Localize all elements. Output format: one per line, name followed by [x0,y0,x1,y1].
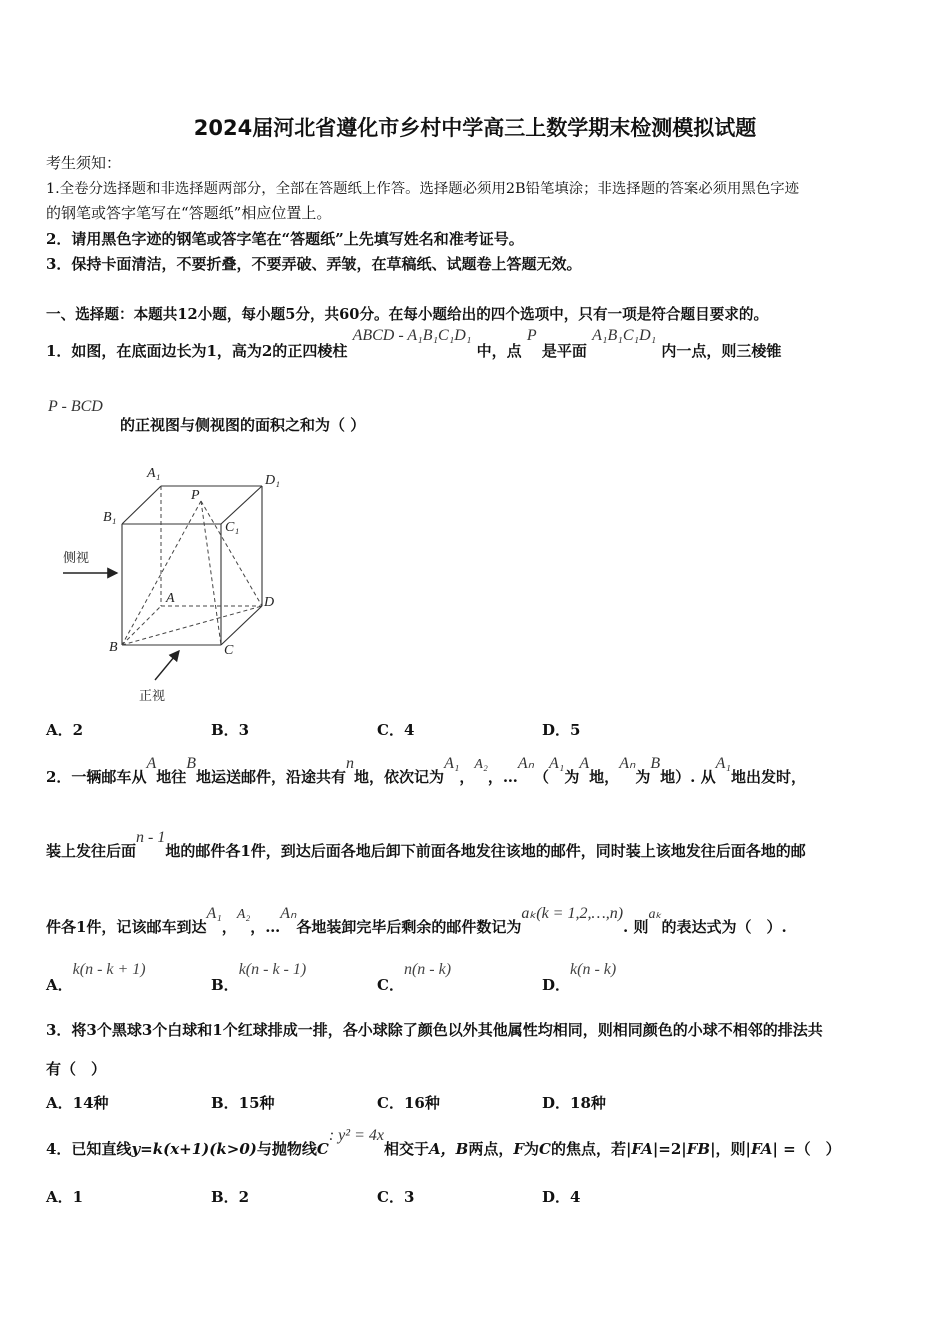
q2-text-13: 件各1件，记该邮车到达 [46,918,207,936]
label-c1: C₁ [225,520,240,535]
q2-text-16: 的表达式为（ ）. [661,918,787,936]
prism-figure [55,455,305,710]
label-a: A [166,591,175,606]
q2-dots-2: ，… [250,918,281,936]
q2-math-a2: A₂ [474,757,488,772]
q1-math-plane: A₁B₁C₁D₁ [592,327,657,344]
q4-fa-2: FA [751,1140,773,1158]
q2-math-an: Aₙ [517,755,535,772]
q4-text-5: 为 [523,1140,539,1158]
q1-math-p: P [526,327,537,344]
q2-math-b-b: B [650,755,661,772]
q2-option-c-label: C． [377,976,404,994]
q1-text-1: 1．如图，在底面边长为1，高为2的正四棱柱 [46,342,348,360]
q4-focus-f: F [513,1140,524,1158]
question-3-line-2: 有（ ） [46,1060,107,1078]
q2-math-a: A [146,755,157,772]
label-d: D [264,595,275,610]
q2-text-12: 地的邮件各1件，到达后面各地后卸下前面各地发往该地的邮件，同时装上该地发往后面各地的邮 [165,842,806,860]
q2-option-a[interactable] [46,958,146,994]
q2-text-8: 为 [635,768,651,786]
q2-option-d-expr: k(n - k) [570,961,617,978]
q1-text-3: 是平面 [541,342,587,360]
question-1-line-1 [46,326,781,366]
q2-math-a2b: A₂ [236,907,251,922]
q2-text-4: 地，依次记为 [354,768,445,786]
q4-text-4: 两点， [468,1140,514,1158]
q2-comma-2: ， [221,918,237,936]
q4-text-1: 4．已知直线 [46,1140,132,1158]
q1-math-pyramid: P - BCD [48,398,103,415]
q3-option-a[interactable]: A．14种 [46,1094,109,1112]
q2-math-a-b: A [579,755,590,772]
question-4-line-1 [46,1124,841,1158]
label-b: B [109,640,118,655]
notice-heading: 考生须知： [46,154,122,172]
q1-text-4: 内一点，则三棱锥 [661,342,782,360]
q4-points-ab: A，B [428,1140,469,1158]
q2-option-b-expr: k(n - k - 1) [238,961,307,978]
q1-option-a[interactable]: A．2 [46,721,84,739]
q4-text-2: 与抛物线 [256,1140,317,1158]
q2-math-ak-def: aₖ(k = 1,2,…,n) [521,905,624,922]
q4-text-9: | =（ ） [772,1140,841,1158]
label-b1: B₁ [103,510,117,525]
edge-c-d [221,606,262,645]
q2-math-n: n [346,755,355,772]
q2-text-6: 为 [564,768,580,786]
question-2-line-2 [46,826,806,860]
notice-line-1a: 1.全卷分选择题和非选择题两部分，全部在答题纸上作答。选择题必须用2B铅笔填涂；非选择题的答案必须用黑色字迹 [46,181,799,197]
question-2-line-3 [46,902,787,936]
q4-option-b[interactable]: B．2 [211,1188,250,1206]
question-2-line-1 [46,752,806,786]
label-side-view: 侧视 [63,551,90,566]
q4-fa: FA [631,1140,653,1158]
q2-text-10: 地出发时， [730,768,806,786]
q4-curve-c: C [316,1140,329,1158]
q4-math-parabola: : y² = 4x [328,1127,384,1144]
q4-text-3: 相交于 [383,1140,429,1158]
q1-text-5: 的正视图与侧视图的面积之和为（ ） [120,416,366,434]
q2-math-an-c: Aₙ [280,905,297,922]
q4-option-d[interactable]: D．4 [542,1188,581,1206]
edge-b1-a1 [122,486,161,524]
q2-option-d[interactable] [542,958,617,994]
q2-text-1: 2．一辆邮车从 [46,768,147,786]
q2-math-n-minus-1: n - 1 [136,829,166,846]
question-3-line-1: 3．将3个黑球3个白球和1个红球排成一排，各小球除了颜色以外其他属性均相同，则相同颜色的小球不相邻的排法共 [46,1021,823,1039]
q3-option-b[interactable]: B．15种 [211,1094,275,1112]
q2-math-a1d: A₁ [206,905,222,922]
page-title: 2024届河北省遵化市乡村中学高三上数学期末检测模拟试题 [193,116,757,140]
section-heading: 一、选择题：本题共12小题，每小题5分，共60分。在每小题给出的四个选项中，只有一项是符合题目要求的。 [46,306,769,323]
label-p: P [191,488,200,503]
q3-option-d[interactable]: D．18种 [542,1094,606,1112]
q1-option-d[interactable]: D．5 [542,721,581,739]
q2-option-a-expr: k(n - k + 1) [72,961,146,978]
q4-fb: FB [686,1140,711,1158]
notice-line-1b: 的钢笔或答字笔写在“答题纸”相应位置上。 [46,204,332,222]
q2-text-5: （ [534,768,550,786]
q2-math-a1b: A₁ [549,755,565,772]
q4-text-8: |，则| [710,1140,752,1158]
q2-text-7: 地， [589,768,620,786]
q2-option-c-expr: n(n - k) [403,961,452,978]
q2-math-b: B [186,755,197,772]
q2-text-14: 各地装卸完毕后剩余的邮件数记为 [296,918,522,936]
edge-c1-d1 [221,486,262,524]
q2-dots: ，… [487,768,518,786]
q1-option-b[interactable]: B．3 [211,721,250,739]
q4-curve-c-2: C [539,1140,551,1158]
front-view-arrow [155,651,179,680]
q4-option-c[interactable]: C．3 [377,1188,415,1206]
q2-text-11: 装上发往后面 [46,842,137,860]
q2-math-an-b: Aₙ [619,755,636,772]
q1-option-c[interactable]: C．4 [377,721,415,739]
q2-text-9: 地）. 从 [660,768,716,786]
q4-line-eq: y=k(x+1)(k>0) [131,1140,257,1158]
label-front-view: 正视 [139,689,166,704]
q2-comma: ， [459,768,475,786]
edge-b-a-hidden [122,606,161,645]
q2-option-b[interactable] [211,958,307,994]
q2-text-2: 地往 [156,768,187,786]
q1-text-2: 中，点 [476,342,522,360]
q4-text-7: |=2| [652,1140,687,1158]
q2-text-15: . 则 [623,918,649,936]
q4-text-6: 的焦点，若| [550,1140,632,1158]
label-d1: D₁ [265,473,280,488]
edge-p-d-hidden [201,501,262,606]
q1-math-prism: ABCD - A₁B₁C₁D₁ [352,327,472,344]
notice-line-2: 2．请用黑色字迹的钢笔或答字笔在“答题纸”上先填写姓名和准考证号。 [46,230,524,248]
q3-option-c[interactable]: C．16种 [377,1094,440,1112]
edge-p-c-hidden [201,501,221,645]
q2-math-a1c: A₁ [715,755,731,772]
q2-math-ak: aₖ [648,907,662,922]
q2-text-3: 地运送邮件，沿途共有 [196,768,347,786]
q2-option-d-label: D． [542,976,571,994]
label-c: C [224,643,234,658]
q2-option-c[interactable] [377,958,452,994]
notice-line-3: 3．保持卡面清洁，不要折叠，不要弄破、弄皱，在草稿纸、试题卷上答题无效。 [46,255,582,273]
q2-option-a-label: A． [46,976,73,994]
q2-option-b-label: B． [211,976,239,994]
q2-math-a1: A₁ [444,755,460,772]
label-a1: A₁ [147,466,161,481]
q4-option-a[interactable]: A．1 [46,1188,84,1206]
